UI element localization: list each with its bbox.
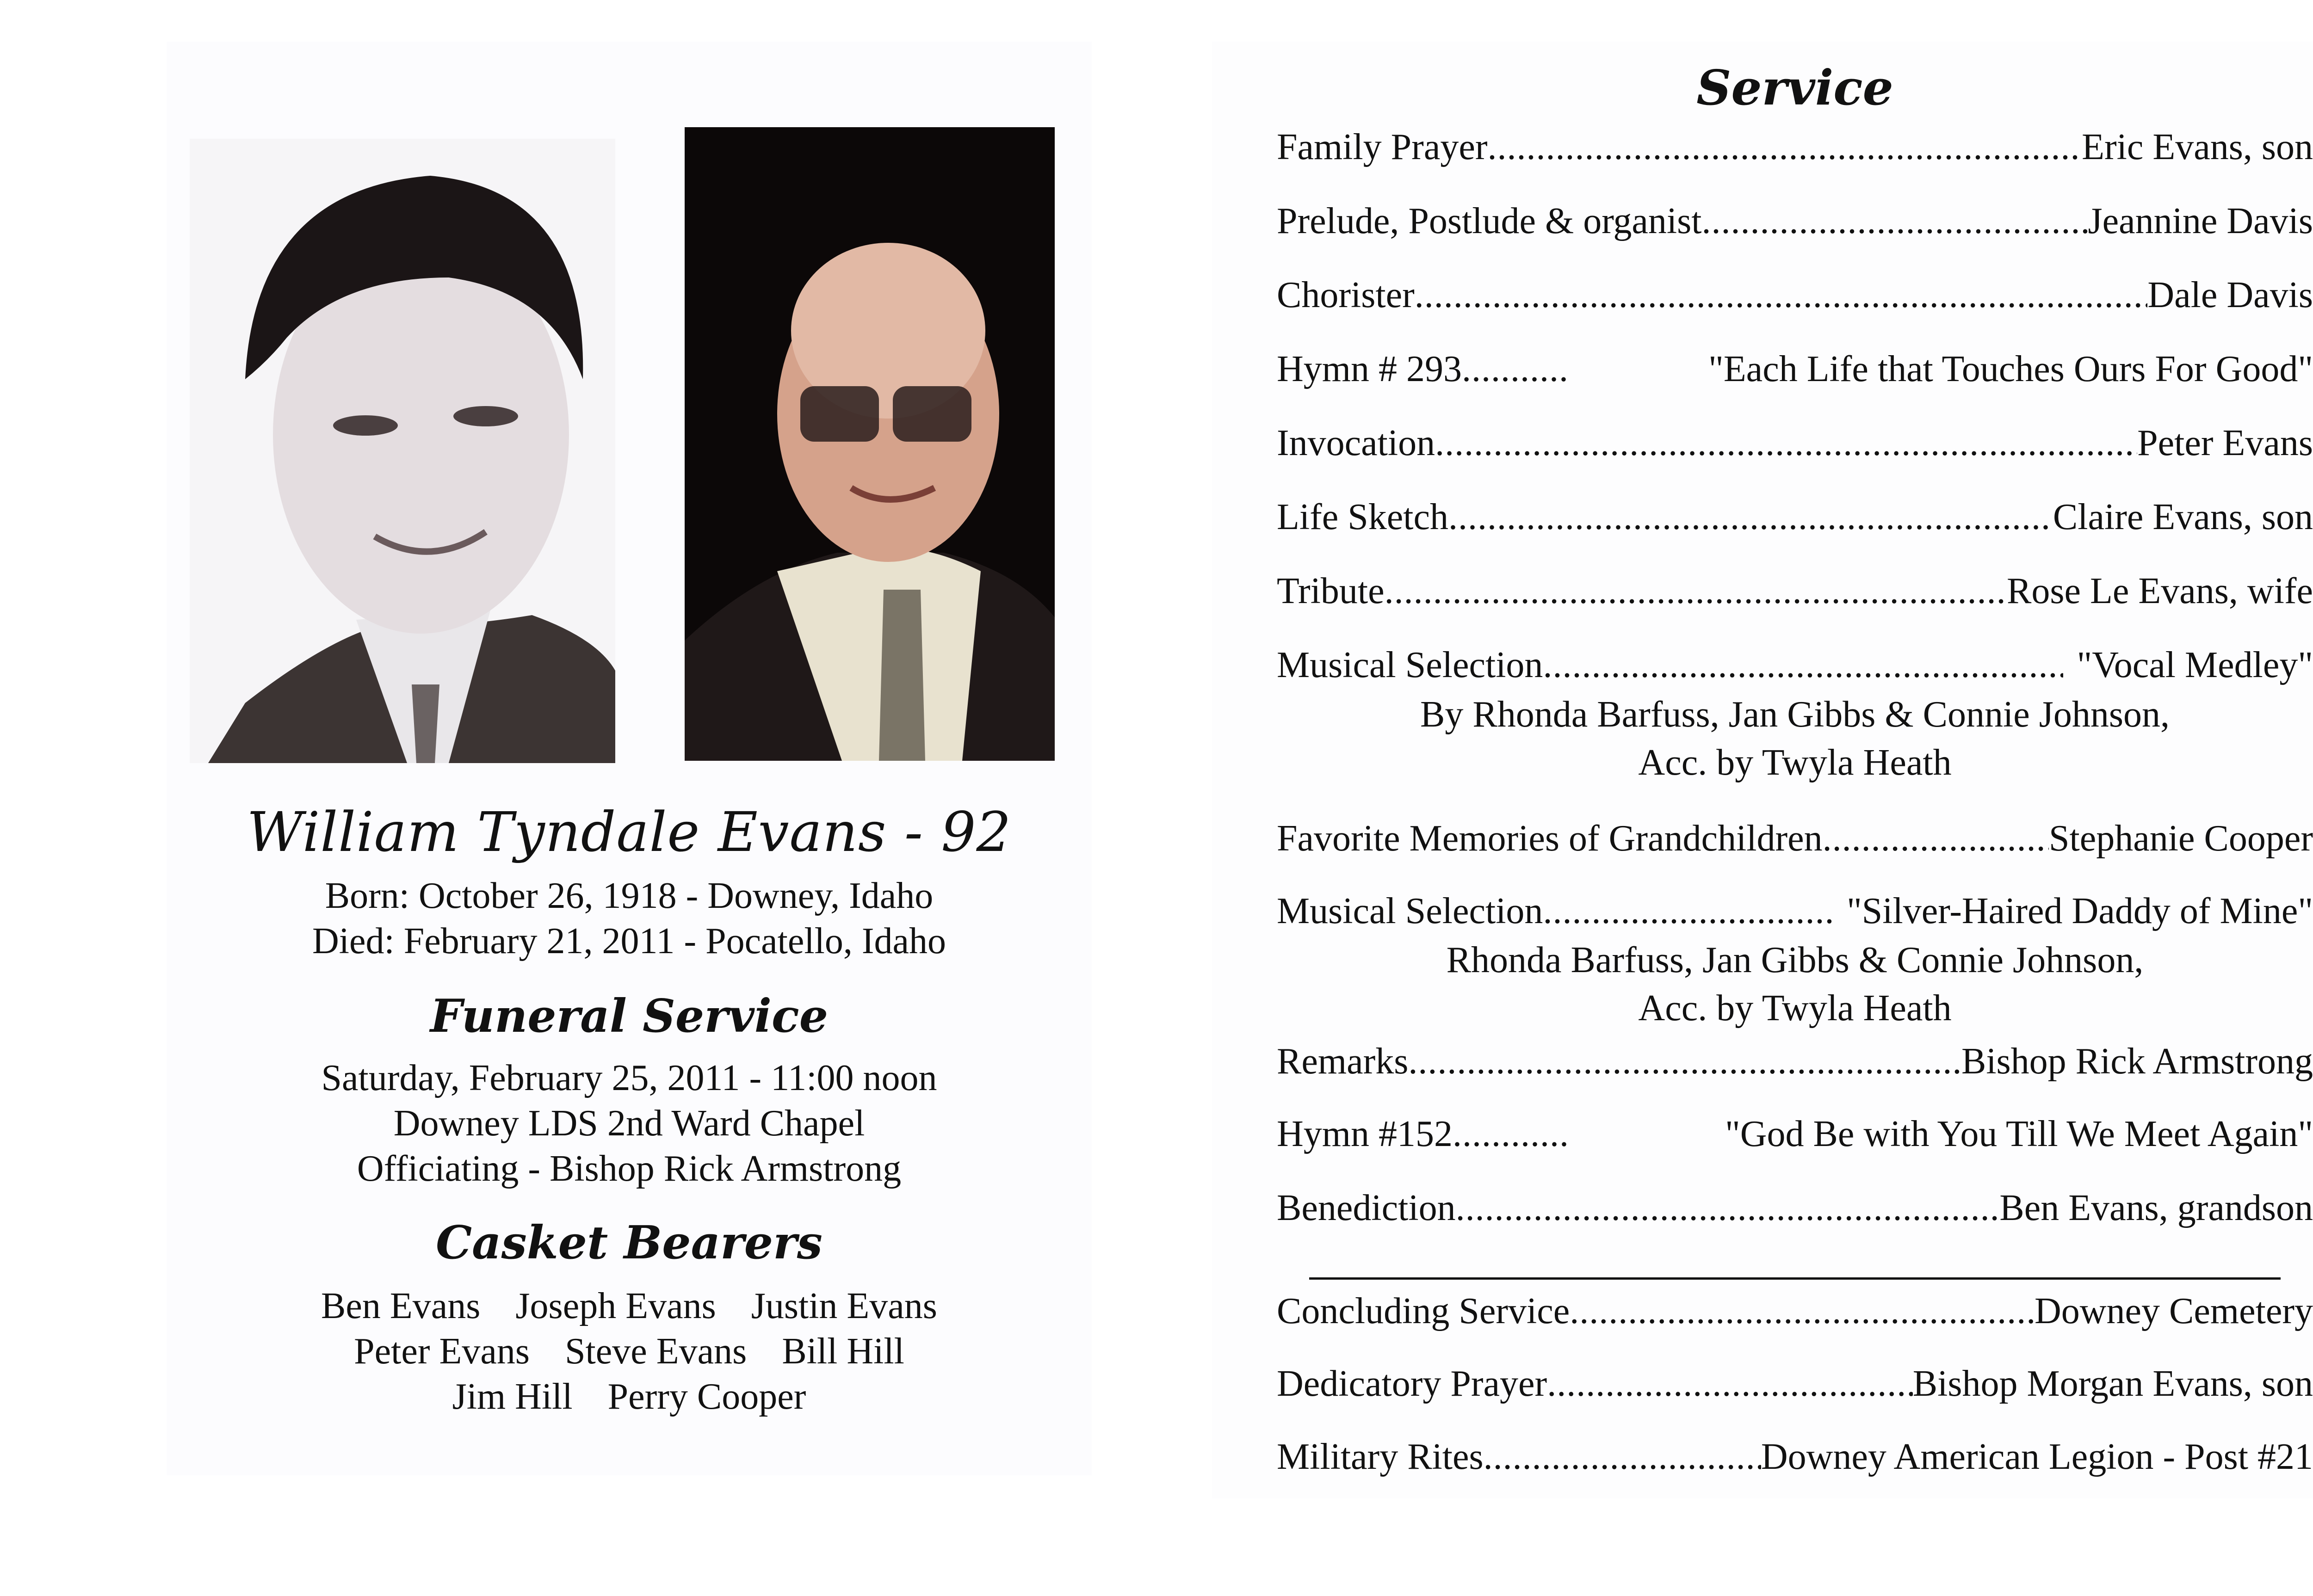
funeral-location-line: Downey LDS 2nd Ward Chapel [393, 1103, 865, 1144]
leader-dots [1385, 568, 2007, 614]
program-label: Invocation [1277, 423, 1435, 463]
program-item-concluding-service [1277, 1288, 2313, 1334]
leader-dots [1435, 420, 2137, 466]
died-line: Died: February 21, 2011 - Pocatello, Idaho [312, 921, 946, 961]
deceased-name: William Tyndale Evans - 92 [247, 800, 1012, 864]
bearer-name: Justin Evans [751, 1286, 937, 1326]
casket-bearers-row [222, 1283, 1036, 1329]
leader-dots [1543, 642, 2063, 688]
funeral-officiating-line: Officiating - Bishop Rick Armstrong [357, 1148, 902, 1189]
casket-bearers-row [222, 1374, 1036, 1419]
program-item-chorister [1277, 272, 2313, 318]
program-value: Dale Davis [2147, 275, 2313, 315]
program-item-favorite-memories [1277, 815, 2313, 862]
program-item-musical-selection-2 [1277, 888, 2313, 934]
program-value: "Each Life that Touches Ours For Good" [1708, 349, 2313, 389]
program-item-dedicatory-prayer [1277, 1361, 2313, 1407]
program-label: Remarks [1277, 1041, 1409, 1082]
program-value: Bishop Morgan Evans, son [1912, 1363, 2313, 1404]
program-value: Rose Le Evans, wife [2006, 571, 2313, 611]
program-item-family-prayer [1277, 124, 2313, 170]
bearer-name: Bill Hill [782, 1331, 904, 1372]
program-value: Jeannine Davis [2088, 201, 2313, 241]
leader-dots [1448, 494, 2053, 540]
leader-dots [1823, 815, 2049, 862]
birth-death-info [222, 873, 1036, 964]
program-label: Military Rites [1277, 1436, 1484, 1477]
program-value: "God Be with You Till We Meet Again" [1725, 1114, 2313, 1154]
program-item-musical-selection-1 [1277, 642, 2313, 688]
silver-haired-accompanist: Acc. by Twyla Heath [1638, 988, 1952, 1029]
medley-accompanist: Acc. by Twyla Heath [1638, 742, 1952, 783]
program-item-invocation [1277, 420, 2313, 466]
bearer-name: Joseph Evans [515, 1286, 716, 1326]
funeral-service-details [222, 1055, 1036, 1191]
casket-bearers-row [222, 1329, 1036, 1374]
silver-haired-performers: Rhonda Barfuss, Jan Gibbs & Connie Johnson, [1446, 940, 2144, 980]
program-label: Concluding Service [1277, 1291, 1570, 1331]
leader-dots [1701, 198, 2088, 244]
program-label: Prelude, Postlude & organist [1277, 201, 1702, 241]
program-label: Tribute [1277, 571, 1385, 611]
service-heading: Service [1696, 59, 1893, 116]
leader-dots [1543, 888, 1833, 934]
program-value: Eric Evans, son [2082, 127, 2313, 167]
bearer-name: Peter Evans [354, 1331, 530, 1372]
program-label: Benediction [1277, 1188, 1456, 1228]
leader-dots [1462, 346, 1568, 392]
program-value: Downey Cemetery [2034, 1291, 2313, 1331]
leader-dots [1547, 1361, 1913, 1407]
leader-dots [1408, 1038, 1961, 1085]
program-item-remarks [1277, 1038, 2313, 1085]
program-label: Family Prayer [1277, 127, 1488, 167]
leader-dots [1415, 272, 2148, 318]
program-item-benediction [1277, 1185, 2313, 1231]
program-label: Musical Selection [1277, 891, 1543, 931]
funeral-service-heading: Funeral Service [430, 990, 829, 1043]
young-portrait-photo [190, 139, 615, 763]
leader-dots [1453, 1111, 1568, 1157]
born-line: Born: October 26, 1918 - Downey, Idaho [325, 875, 934, 916]
program-item-military-rites [1277, 1434, 2313, 1480]
program-label: Chorister [1277, 275, 1415, 315]
program-item-hymn-293 [1277, 346, 2313, 392]
program-value: Bishop Rick Armstrong [1961, 1041, 2313, 1082]
program-label: Dedicatory Prayer [1277, 1363, 1547, 1404]
leader-dots [1456, 1185, 2000, 1231]
program-label: Life Sketch [1277, 497, 1448, 537]
elderly-portrait-photo [685, 127, 1055, 761]
program-value: "Vocal Medley" [2077, 645, 2313, 685]
leader-dots [1487, 124, 2082, 170]
program-value: Claire Evans, son [2053, 497, 2313, 537]
program-label: Hymn # 293 [1277, 349, 1462, 389]
program-value: Stephanie Cooper [2049, 818, 2313, 859]
funeral-date-line: Saturday, February 25, 2011 - 11:00 noon [321, 1058, 937, 1098]
leader-dots [1570, 1288, 2035, 1334]
program-value: Peter Evans [2137, 423, 2313, 463]
program-item-hymn-152 [1277, 1111, 2313, 1157]
casket-bearers-list [222, 1283, 1036, 1419]
program-item-life-sketch [1277, 494, 2313, 540]
bearer-name: Perry Cooper [607, 1376, 806, 1417]
casket-bearers-heading: Casket Bearers [436, 1216, 823, 1269]
program-value: Downey American Legion - Post #21 [1761, 1436, 2313, 1477]
program-item-tribute [1277, 568, 2313, 614]
program-item-prelude [1277, 198, 2313, 244]
divider-line [1309, 1277, 2281, 1280]
program-label: Favorite Memories of Grandchildren [1277, 818, 1823, 859]
program-value: "Silver-Haired Daddy of Mine" [1847, 891, 2313, 931]
bearer-name: Steve Evans [565, 1331, 747, 1372]
program-label: Hymn #152 [1277, 1114, 1453, 1154]
leader-dots [1484, 1434, 1761, 1480]
medley-performers: By Rhonda Barfuss, Jan Gibbs & Connie Johnson, [1420, 694, 2170, 735]
bearer-name: Jim Hill [452, 1376, 573, 1417]
bearer-name: Ben Evans [321, 1286, 481, 1326]
program-value: Ben Evans, grandson [1999, 1188, 2313, 1228]
program-label: Musical Selection [1277, 645, 1543, 685]
